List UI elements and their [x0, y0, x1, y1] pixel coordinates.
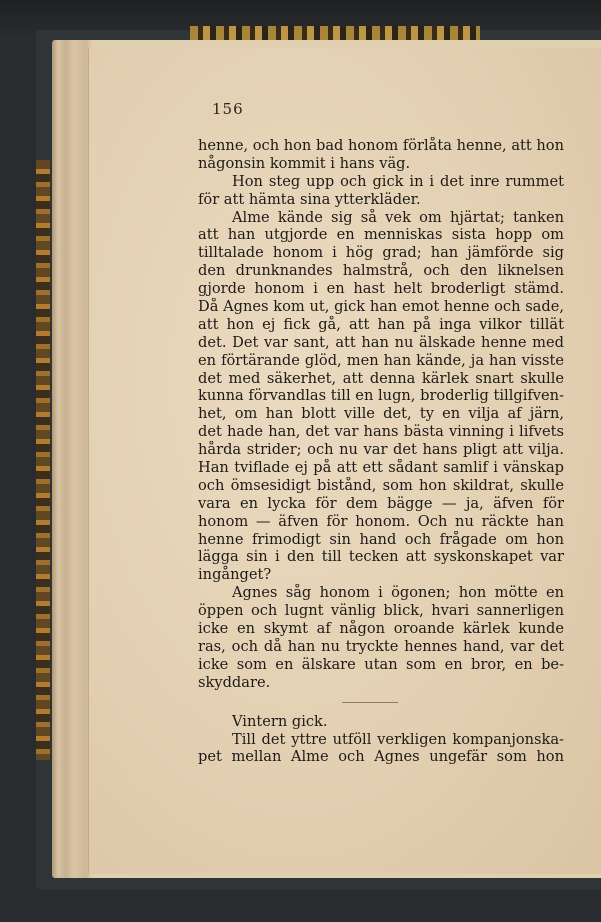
text-line: Vintern gick. — [232, 712, 328, 730]
text-line: hårda strider; och nu var det hans pligt att vilja. — [198, 441, 564, 459]
text-line: lägga sin i den till tecken att syskonskapet var — [198, 548, 564, 566]
text-line: pet mellan Alme och Agnes ungefär som hon — [198, 748, 564, 766]
book-edge-decoration — [36, 160, 50, 760]
text-line: att han utgjorde en menniskas sista hopp om — [198, 226, 564, 244]
text-line: tilltalade honom i hög grad; han jämförde sig — [198, 244, 564, 262]
section-divider — [342, 702, 398, 703]
text-line: kunna förvandlas till en lugn, broderlig tillgifven- — [198, 387, 564, 405]
text-line: Till det yttre utföll verkligen kompanjonska- — [232, 730, 564, 748]
text-line: det. Det var sant, att han nu älskade henne med — [198, 333, 564, 351]
page-number: 156 — [212, 100, 244, 118]
paragraph-block — [198, 137, 564, 692]
text-line: den drunknandes halmstrå, och den liknelsen — [198, 262, 564, 280]
text-line: det med säkerhet, att denna kärlek snart skulle — [198, 369, 564, 387]
paragraph-block — [198, 713, 564, 767]
text-line: henne, och hon bad honom förlåta henne, att hon — [198, 137, 564, 154]
text-line: icke som en älskare utan som en bror, en be- — [198, 655, 564, 673]
book-spine-decoration — [190, 26, 480, 40]
text-line: honom — äfven för honom. Och nu räckte han — [198, 512, 564, 530]
text-line: icke en skymt af någon oroande kärlek kunde — [198, 620, 564, 638]
text-line: ingånget? — [198, 566, 272, 584]
text-line: vara en lycka för dem bägge — ja, äfven för — [198, 494, 564, 512]
text-line: och ömsesidigt bistånd, som hon skildrat, skulle — [198, 476, 564, 494]
text-line: Då Agnes kom ut, gick han emot henne och sade, — [198, 298, 564, 316]
text-line: ras, och då han nu tryckte hennes hand, var det — [198, 637, 564, 655]
text-line: för att hämta sina ytterkläder. — [198, 190, 421, 208]
text-line: skyddare. — [198, 673, 271, 691]
text-line: het, om han blott ville det, ty en vilja af järn, — [198, 405, 564, 423]
text-line: Hon steg upp och gick in i det inre rummet — [232, 172, 564, 190]
text-line: någonsin kommit i hans väg. — [198, 154, 411, 172]
text-line: Agnes såg honom i ögonen; hon mötte en — [232, 584, 564, 602]
text-line: Alme kände sig så vek om hjärtat; tanken — [232, 208, 564, 226]
text-line: att hon ej fick gå, att han på inga vilkor tillät — [198, 315, 564, 333]
text-line: Han tviflade ej på att ett sådant samlif i vänskap — [198, 459, 564, 477]
text-line: en förtärande glöd, men han kände, ja han visste — [198, 351, 564, 369]
body-text — [198, 137, 564, 766]
text-line: gjorde honom i en hast helt broderligt stämd. — [198, 280, 564, 298]
text-line: henne frimodigt sin hand och frågade om hon — [198, 530, 564, 548]
text-line: öppen och lugnt vänlig blick, hvari sannerligen — [198, 602, 564, 620]
text-line: det hade han, det var hans bästa vinning i lifvets — [198, 423, 564, 441]
